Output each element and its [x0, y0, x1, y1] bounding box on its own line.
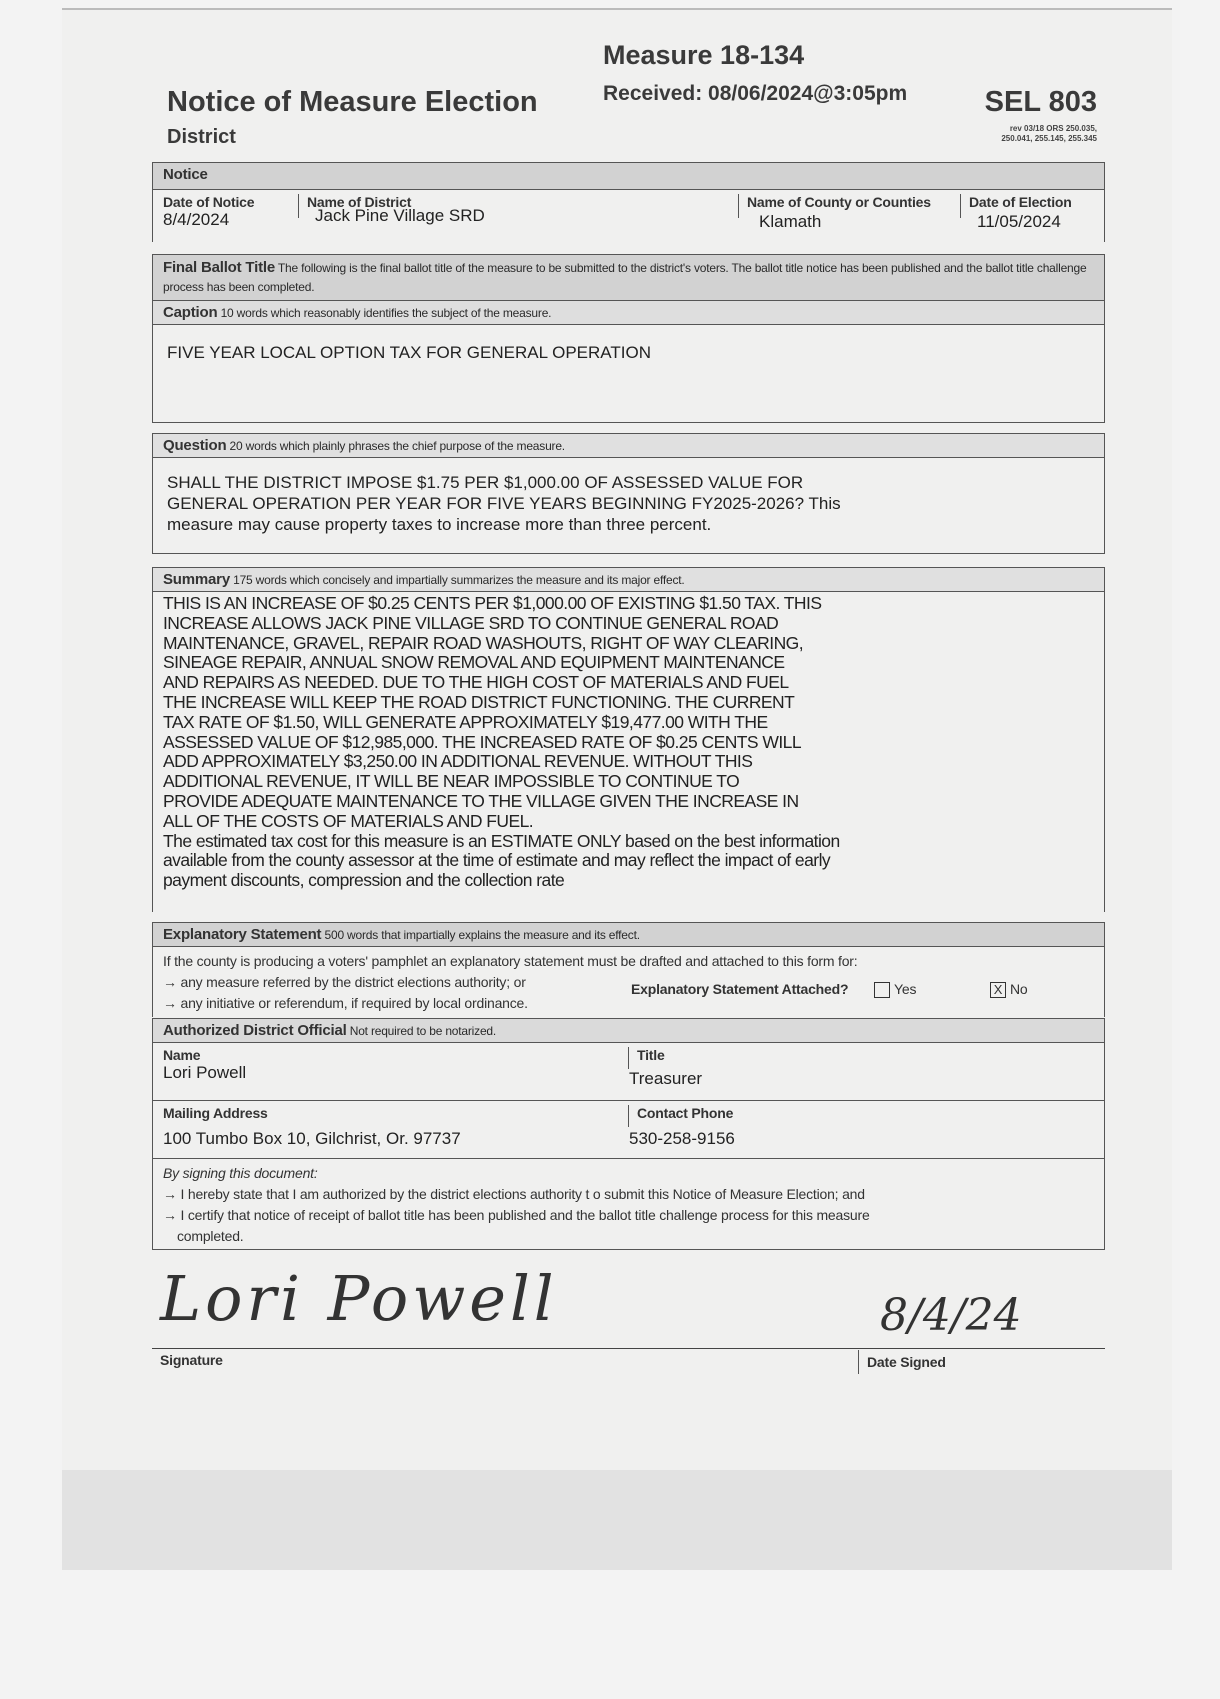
- signing-statement: → I certify that notice of receipt of ballot title has been published and the ballot title challenge process for this measure: [163, 1207, 870, 1223]
- question-section: [152, 433, 1105, 554]
- date-of-notice-label: Date of Notice: [163, 194, 255, 210]
- name-value: Lori Powell: [163, 1063, 247, 1082]
- question-line: GENERAL OPERATION PER YEAR FOR FIVE YEARS BEGINNING FY2025-2026? This: [167, 494, 841, 513]
- summary-text: [153, 592, 1104, 912]
- official-section: [152, 1018, 1105, 1250]
- official-hint: Not required to be notarized.: [349, 1024, 497, 1038]
- summary-line: PROVIDE ADEQUATE MAINTENANCE TO THE VILLAGE GIVEN THE INCREASE IN: [163, 790, 799, 811]
- official-label: Authorized District Official: [163, 1022, 347, 1039]
- date-of-notice-value: 8/4/2024: [163, 210, 230, 229]
- summary-line: SINEAGE REPAIR, ANNUAL SNOW REMOVAL AND EQUIPMENT MAINTENANCE: [163, 652, 785, 673]
- caption-hint: 10 words which reasonably identifies the subject of the measure.: [220, 306, 552, 320]
- summary-line: payment discounts, compression and the collection rate: [163, 870, 565, 891]
- address-label: Mailing Address: [163, 1105, 268, 1121]
- explanatory-bullet: → any initiative or referendum, if required by local ordinance.: [163, 995, 528, 1011]
- phone-value: 530-258-9156: [629, 1129, 735, 1148]
- explanatory-bullet: → any measure referred by the district elections authority; or: [163, 974, 526, 990]
- notice-section: [152, 162, 1105, 242]
- summary-line: ADD APPROXIMATELY $3,250.00 IN ADDITIONAL REVENUE. WITHOUT THIS: [163, 751, 753, 772]
- question-line: SHALL THE DISTRICT IMPOSE $1.75 PER $1,000.00 OF ASSESSED VALUE FOR: [167, 473, 804, 492]
- summary-label: Summary: [163, 571, 230, 588]
- explanatory-label: Explanatory Statement: [163, 926, 322, 943]
- question-line: measure may cause property taxes to increase more than three percent.: [167, 515, 712, 534]
- summary-hint: 175 words which concisely and impartially summarizes the measure and its major effect.: [233, 573, 685, 587]
- caption-label: Caption: [163, 304, 218, 321]
- summary-line: MAINTENANCE, GRAVEL, REPAIR ROAD WASHOUTS, RIGHT OF WAY CLEARING,: [163, 632, 804, 653]
- explanatory-intro: If the county is producing a voters' pamphlet an explanatory statement must be drafted and attached to this form for:: [163, 953, 858, 969]
- summary-line: INCREASE ALLOWS JACK PINE VILLAGE SRD TO CONTINUE GENERAL ROAD: [163, 612, 779, 633]
- summary-line: available from the county assessor at the time of estimate and may reflect the impact of early: [163, 850, 831, 871]
- summary-line: THIS IS AN INCREASE OF $0.25 CENTS PER $1,000.00 OF EXISTING $1.50 TAX. THIS: [163, 593, 822, 613]
- date-signed-label: Date Signed: [858, 1350, 946, 1374]
- signature-label: Signature: [160, 1352, 223, 1368]
- explanatory-hint: 500 words that impartially explains the measure and its effect.: [324, 928, 640, 942]
- summary-line: ASSESSED VALUE OF $12,985,000. THE INCREASED RATE OF $0.25 CENTS WILL: [163, 731, 801, 752]
- attached-question: Explanatory Statement Attached?: [631, 981, 849, 997]
- checkbox-no-box[interactable]: X: [990, 982, 1006, 998]
- phone-label: Contact Phone: [637, 1105, 734, 1121]
- page-subtitle: District: [167, 126, 236, 148]
- county-value: Klamath: [759, 212, 822, 231]
- yes-label: Yes: [894, 981, 917, 997]
- final-ballot-text: The following is the final ballot title of the measure to be submitted to the district's voters. The ballot title notice has been published and the ballot title challenge process has been completed.: [163, 261, 1087, 294]
- summary-line: AND REPAIRS AS NEEDED. DUE TO THE HIGH COST OF MATERIALS AND FUEL: [163, 672, 789, 693]
- explanatory-section: [152, 922, 1105, 1017]
- signature-line: [152, 1348, 1105, 1349]
- no-checkbox[interactable]: [990, 981, 1028, 997]
- question-label: Question: [163, 437, 227, 454]
- final-ballot-label: Final Ballot Title: [163, 259, 275, 276]
- summary-line: ALL OF THE COSTS OF MATERIALS AND FUEL.: [163, 810, 534, 831]
- county-label: Name of County or Counties: [747, 194, 931, 210]
- final-ballot-section: [152, 254, 1105, 423]
- signing-intro: By signing this document:: [163, 1165, 318, 1181]
- checkbox-yes-box[interactable]: [874, 982, 890, 998]
- scan-shadow: [62, 1470, 1172, 1570]
- measure-number: Measure 18-134: [603, 40, 805, 70]
- form-revision: [1001, 124, 1097, 144]
- signing-statement: completed.: [177, 1228, 244, 1244]
- title-label: Title: [637, 1047, 665, 1063]
- summary-section: [152, 567, 1105, 912]
- caption-text: FIVE YEAR LOCAL OPTION TAX FOR GENERAL OPERATION: [167, 343, 651, 362]
- signature-handwriting: Lori Powell: [160, 1262, 558, 1335]
- received-stamp: Received: 08/06/2024@3:05pm: [603, 82, 908, 105]
- rev-line-1: rev 03/18 ORS 250.035,: [1009, 124, 1097, 133]
- question-hint: 20 words which plainly phrases the chief purpose of the measure.: [229, 439, 565, 453]
- title-value: Treasurer: [629, 1069, 703, 1088]
- summary-line: The estimated tax cost for this measure is an ESTIMATE ONLY based on the best information: [163, 830, 840, 851]
- election-date-value: 11/05/2024: [977, 212, 1061, 231]
- election-date-label: Date of Election: [969, 194, 1072, 210]
- signing-statement: → I hereby state that I am authorized by the district elections authority t o submit this Notice of Measure Election; and: [163, 1186, 865, 1202]
- yes-checkbox[interactable]: [874, 981, 916, 997]
- summary-line: ADDITIONAL REVENUE, IT WILL BE NEAR IMPOSSIBLE TO CONTINUE TO: [163, 771, 740, 792]
- date-signed-handwriting: 8/4/24: [880, 1290, 1022, 1341]
- form-id: SEL 803: [984, 86, 1097, 118]
- district-value: Jack Pine Village SRD: [315, 206, 485, 225]
- page-title: Notice of Measure Election: [167, 86, 538, 118]
- no-label: No: [1010, 981, 1028, 997]
- summary-line: THE INCREASE WILL KEEP THE ROAD DISTRICT FUNCTIONING. THE CURRENT: [163, 691, 795, 712]
- address-value: 100 Tumbo Box 10, Gilchrist, Or. 97737: [163, 1129, 461, 1148]
- summary-line: TAX RATE OF $1.50, WILL GENERATE APPROXIMATELY $19,477.00 WITH THE: [163, 711, 768, 732]
- section-notice-label: Notice: [163, 166, 208, 183]
- district-label: Name of District: [307, 194, 412, 210]
- rev-line-2: 250.041, 255.145, 255.345: [1001, 134, 1097, 143]
- name-label: Name: [163, 1047, 201, 1063]
